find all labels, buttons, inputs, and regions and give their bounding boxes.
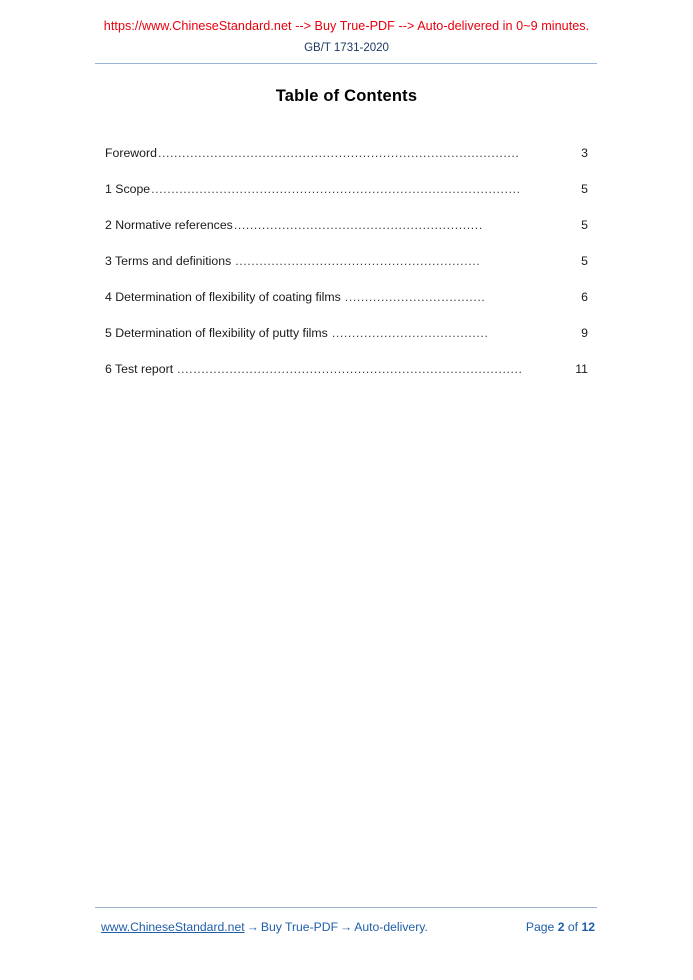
page-total: 12 — [581, 920, 595, 934]
toc-entry-page: 5 — [581, 182, 588, 196]
toc-entry-label: 5 Determination of flexibility of putty films — [105, 326, 328, 340]
footer-delivery-label: Auto-delivery. — [354, 920, 428, 934]
toc-entry-label: 6 Test report — [105, 362, 174, 376]
toc-entry[interactable] — [105, 324, 588, 360]
toc-entry-label: Foreword — [105, 146, 157, 160]
toc-entry-page: 5 — [581, 254, 588, 268]
toc-entry[interactable] — [105, 252, 588, 288]
toc-entry-page: 5 — [581, 218, 588, 232]
toc-entry-label: 1 Scope — [105, 182, 151, 196]
footer-promo[interactable] — [101, 920, 428, 934]
page-number: 2 — [557, 920, 565, 934]
toc-entry-page: 3 — [581, 146, 588, 160]
toc-leader-dots: ....................................... — [331, 326, 489, 340]
page-word: Page — [525, 920, 555, 934]
toc-leader-dots: .......................................................................................... — [157, 146, 520, 160]
page-of-word: of — [567, 920, 579, 934]
toc-leader-dots: ............................................................................................ — [151, 182, 521, 196]
page-indicator — [526, 920, 595, 934]
toc-leader-dots: ............................................................. — [235, 254, 481, 268]
toc-leader-dots: ................................... — [344, 290, 486, 304]
toc-entry[interactable] — [105, 180, 588, 216]
header-divider — [95, 63, 597, 64]
toc-entry-page: 11 — [575, 362, 588, 376]
promo-banner[interactable]: https://www.ChineseStandard.net --> Buy True-PDF --> Auto-delivered in 0~9 minutes. — [103, 19, 590, 33]
standard-number: GB/T 1731-2020 — [304, 42, 389, 54]
toc-entry-label: 4 Determination of flexibility of coating films — [105, 290, 341, 304]
table-of-contents — [105, 144, 588, 396]
page-title: Table of Contents — [275, 87, 418, 105]
toc-entry[interactable] — [105, 288, 588, 324]
toc-entry-label: 3 Terms and definitions — [105, 254, 232, 268]
toc-entry-label: 2 Normative references — [105, 218, 233, 232]
arrow-right-icon: → — [340, 920, 353, 934]
page-footer — [95, 920, 597, 940]
toc-entry[interactable] — [105, 144, 588, 180]
toc-entry-page: 6 — [581, 290, 588, 304]
toc-entry[interactable] — [105, 360, 588, 396]
toc-leader-dots: ...................................................................................... — [177, 362, 523, 376]
toc-entry[interactable] — [105, 216, 588, 252]
footer-divider — [95, 907, 597, 908]
footer-buy-label: Buy True-PDF — [260, 920, 339, 934]
toc-leader-dots: .............................................................. — [233, 218, 483, 232]
toc-entry-page: 9 — [581, 326, 588, 340]
footer-site-link[interactable]: www.ChineseStandard.net — [101, 920, 245, 934]
arrow-right-icon: → — [246, 920, 259, 934]
